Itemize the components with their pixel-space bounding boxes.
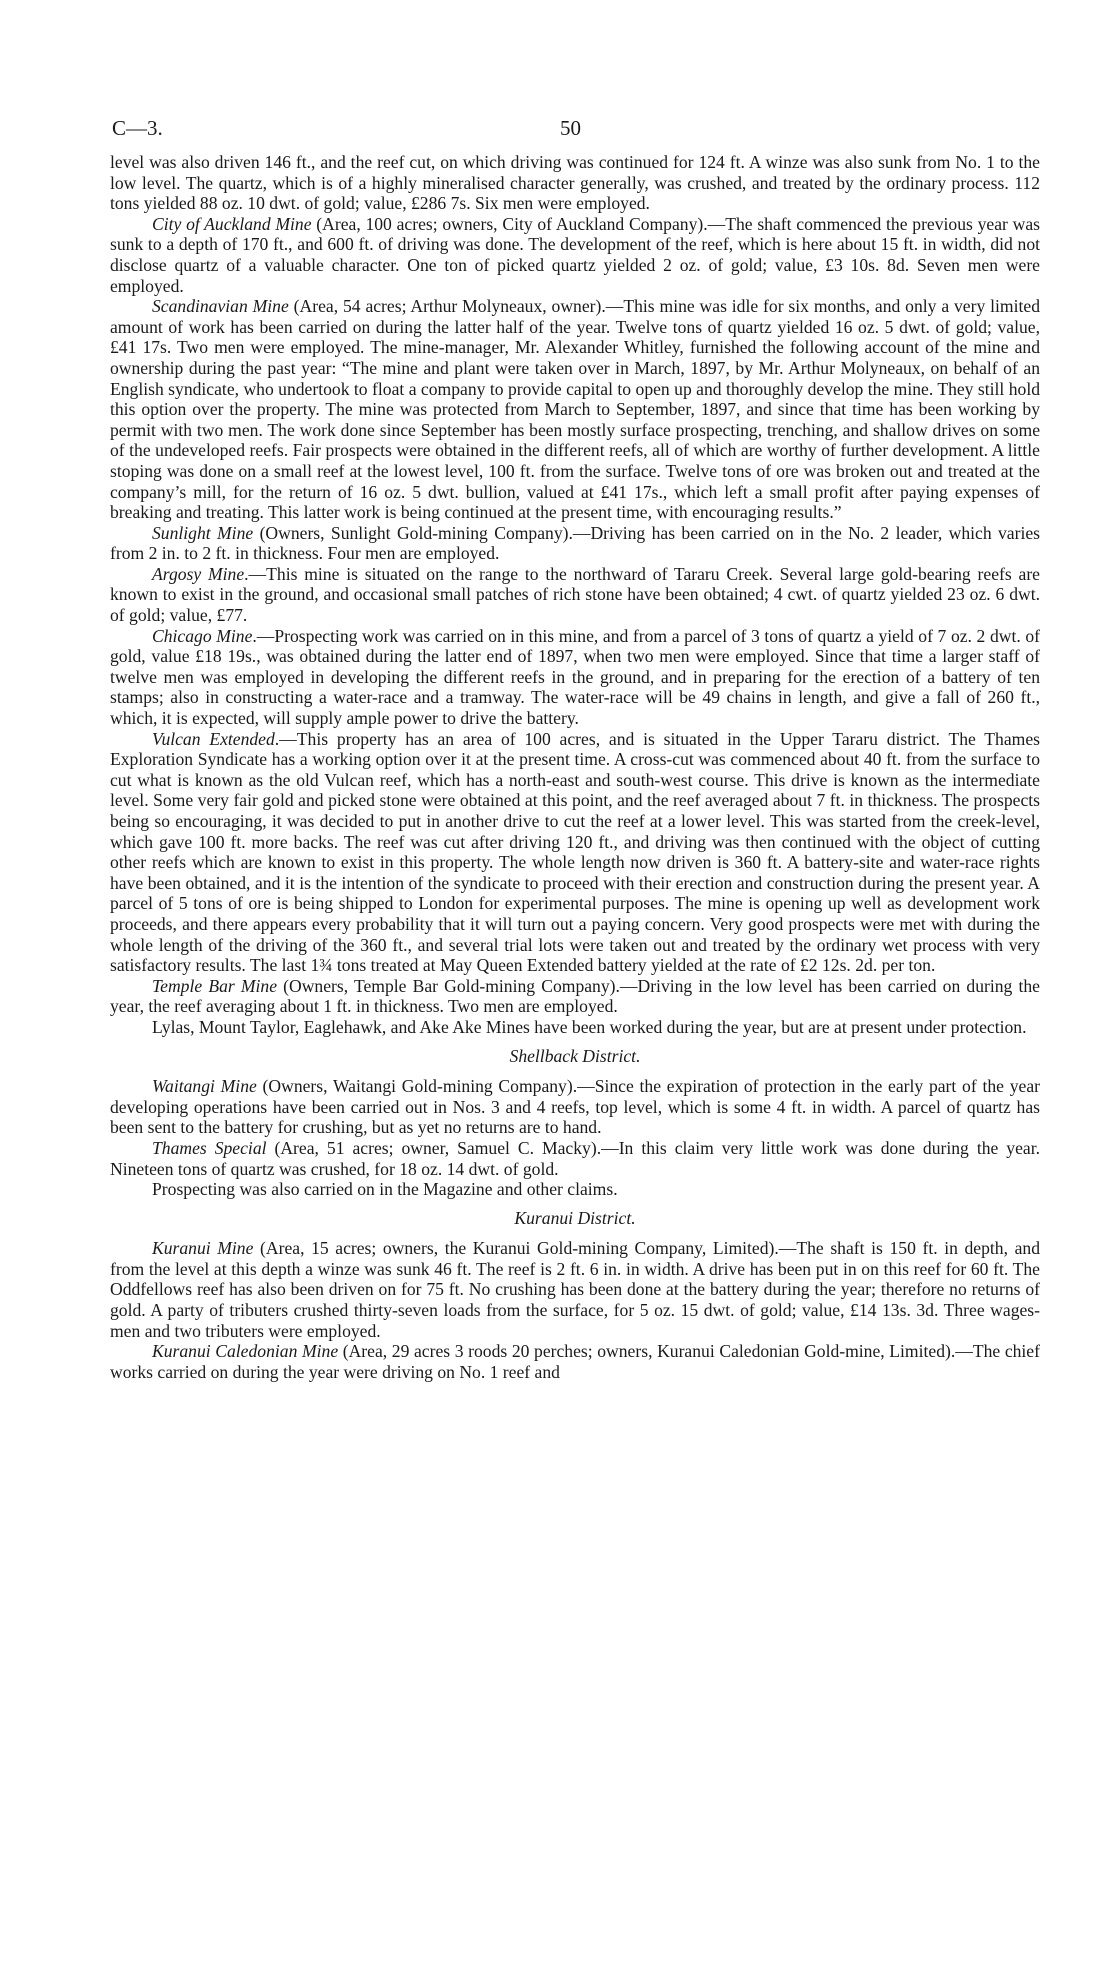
section-heading-kuranui: Kuranui District. — [514, 1207, 636, 1228]
mine-name: Kuranui Mine — [152, 1238, 254, 1259]
paragraph-sunlight: Sunlight Mine (Owners, Sunlight Gold-mining Company).—Driving has been carried on in the No. 2 leader, which varies from 2 in. to 2 ft. in thickness. Four men are employed. — [110, 522, 1041, 564]
paragraph-lylas: Lylas, Mount Taylor, Eaglehawk, and Ake Ake Mines have been worked during the year, but are at present under protection. — [152, 1016, 1027, 1037]
paragraph-vulcan-extended: Vulcan Extended.—This property has an area of 100 acres, and is situated in the Upper Tararu district. The Thames Exploration Syndicate has a working option over it at the present time. A cross-cut was commenced about 40 ft. from the surface to cut what is known as the old Vulcan reef, which has a north-east and south-west course. This drive is known as the intermediate level. Some very fair gold and picked stone were obtained at this point, and the reef averaged about 7 ft. in thickness. The prospects being so encouraging, it was decided to put in another drive to cut the reef at a lower level. This was started from the creek-level, which gave 100 ft. more backs. The reef was cut after driving 120 ft., and driving was then continued with the object of cutting other reefs which are known to exist in this property. The whole length now driven is 360 ft. A battery-site and water-race rights have been obtained, and it is the intention of the syndicate to proceed with their erection and construction during the present year. A parcel of 5 tons of ore is being shipped to London for experimental purposes. The mine is opening up well as development work proceeds, and there appears every probability that it will turn out a paying concern. Very good prospects were met with during the whole length of the driving of the 360 ft., and several trial lots were taken out and treated by the ordinary wet process with very satisfactory results. The last 1¾ tons treated at May Queen Extended battery yielded at the rate of £2 12s. 2d. per ton. — [110, 728, 1040, 976]
mine-name: Kuranui Caledonian Mine — [152, 1341, 339, 1362]
mine-name: Chicago Mine — [152, 625, 253, 646]
paragraph-argosy: Argosy Mine.—This mine is situated on the range to the northward of Tararu Creek. Several large gold-bearing reefs are known to exist in the ground, and occasional small patches of rich stone have been obtained; 4 cwt. of quartz yielded 23 oz. 6 dwt. of gold; value, £77. — [110, 563, 1040, 626]
mine-name: City of Auckland Mine — [152, 213, 312, 234]
paragraph-waitangi: Waitangi Mine (Owners, Waitangi Gold-mining Company).—Since the expiration of protection in the early part of the year developing operations have been carried out in Nos. 3 and 4 reefs, top level, which is some 4 ft. in width. A parcel of quartz has been sent to the battery for crushing, but as yet no returns are to hand. — [110, 1076, 1040, 1138]
paragraph-magazine: Prospecting was also carried on in the Magazine and other claims. — [152, 1179, 618, 1200]
paragraph-thames-special: Thames Special (Area, 51 acres; owner, Samuel C. Macky).—In this claim very little work was done during the year. Nineteen tons of quartz was crushed, for 18 oz. 14 dwt. of gold. — [110, 1137, 1040, 1179]
paragraph-temple-bar: Temple Bar Mine (Owners, Temple Bar Gold-mining Company).—Driving in the low level has been carried on during the year, the reef averaging about 1 ft. in thickness. Two men are employed. — [110, 975, 1040, 1017]
mine-name: Temple Bar Mine — [152, 975, 278, 996]
mine-name: Waitangi Mine — [152, 1076, 257, 1097]
mine-name: Sunlight Mine — [152, 522, 254, 543]
mine-name: Vulcan Extended — [152, 728, 275, 749]
paragraph-kuranui: Kuranui Mine (Area, 15 acres; owners, the Kuranui Gold-mining Company, Limited).—The shaft is 150 ft. in depth, and from the level at this depth a winze was sunk 46 ft. The reef is 2 ft. 6 in. in width. A drive has been put in on this reef for 60 ft. The Oddfellows reef has also been driven on for 75 ft. No crushing has been done at the battery during the year; therefore no returns of gold. A party of tributers crushed thirty-seven loads from the surface, for 5 oz. 15 dwt. of gold; value, £14 13s. 3d. Three wages-men and two tributers were employed. — [110, 1238, 1040, 1341]
paragraph-city-of-auckland: City of Auckland Mine (Area, 100 acres; owners, City of Auckland Company).—The shaft commenced the previous year was sunk to a depth of 170 ft., and 600 ft. of driving was done. The development of the reef, which is here about 15 ft. in width, did not disclose quartz of a valuable character. One ton of picked quartz yielded 2 oz. of gold; value, £3 10s. 8d. Seven men were employed. — [110, 213, 1040, 296]
paragraph-scandinavian: Scandinavian Mine (Area, 54 acres; Arthur Molyneaux, owner).—This mine was idle for six months, and only a very limited amount of work has been carried on during the latter half of the year. Twelve tons of quartz yielded 16 oz. 5 dwt. of gold; value, £41 17s. Two men were employed. The mine-manager, Mr. Alexander Whitley, furnished the following account of the mine and ownership during the past year: “The mine and plant were taken over in March, 1897, by Mr. Arthur Molyneaux, on behalf of an English syndicate, who undertook to float a company to provide capital to open up and thoroughly develop the mine. They still hold this option over the property. The mine was protected from March to September, 1897, and since that time has been working by permit with two men. The work done since September has been mostly surface prospecting, trenching, and shallow drives on some of the undeveloped reefs. Fair prospects were obtained in the different reefs, all of which are worthy of further development. A little stoping was done on a small reef at the lowest level, 100 ft. from the surface. Twelve tons of ore was broken out and treated at the company’s mill, for the return of 16 oz. 5 dwt. bullion, valued at £41 17s., which left a small profit after paying expenses of breaking and treating. This latter work is being continued at the present time, with encouraging results.” — [110, 296, 1040, 523]
paragraph-chicago: Chicago Mine.—Prospecting work was carried on in this mine, and from a parcel of 3 tons of quartz a yield of 7 oz. 2 dwt. of gold, value £18 19s., was obtained during the latter end of 1897, when two men were employed. Since that time a larger staff of twelve men was employed in developing the different reefs in the ground, and in preparing for the erection of a battery of ten stamps; also in constructing a water-race and a tramway. The water-race will be 49 chains in length, and give a fall of 260 ft., which, it is expected, will supply ample power to drive the battery. — [110, 625, 1040, 729]
document-page — [110, 118, 1040, 1382]
page-number: 50 — [560, 116, 581, 140]
paragraph: level was also driven 146 ft., and the reef cut, on which driving was continued for 124 ft. A winze was also sunk from No. 1 to the low level. The quartz, which is of a highly mineralised character generally, was crushed, and treated by the ordinary process. 112 tons yielded 88 oz. 10 dwt. of gold; value, £286 7s. Six men were employed. — [110, 152, 1040, 214]
paragraph-kuranui-caledonian: Kuranui Caledonian Mine (Area, 29 acres 3 roods 20 perches; owners, Kuranui Caledonian Gold-mine, Limited).—The chief works carried on during the year were driving on No. 1 reef and — [110, 1341, 1040, 1382]
section-heading-shellback: Shellback District. — [509, 1045, 641, 1066]
section-code: C—3. — [112, 116, 163, 140]
mine-name: Thames Special — [152, 1137, 267, 1158]
mine-name: Argosy Mine — [152, 563, 245, 584]
mine-name: Scandinavian Mine — [152, 296, 289, 317]
page-header — [110, 118, 1040, 152]
